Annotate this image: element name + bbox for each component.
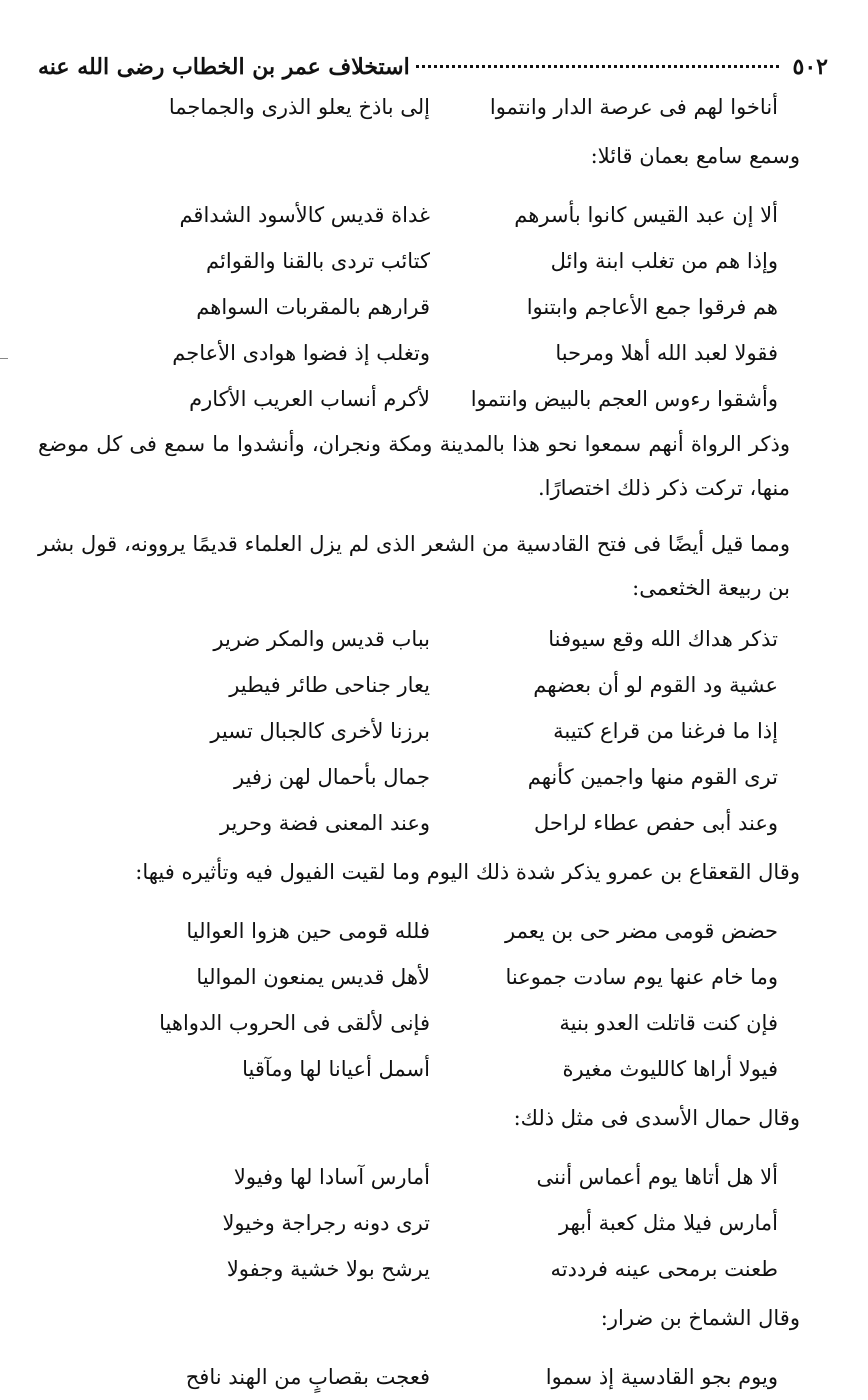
verse-second-hemistich: لأكرم أنساب العريب الأكارم [189,387,430,411]
verse-line [38,1354,830,1400]
verse-second-hemistich: ترى دونه رجراجة وخيولا [222,1211,430,1235]
verse-first-hemistich: عشية ود القوم لو أن بعضهم [533,673,778,697]
verse-second-hemistich: كتائب تردى بالقنا والقوائم [206,249,430,273]
verse-first-hemistich: وأشقوا رءوس العجم بالبيض وانتموا [470,387,778,411]
verse-line [38,616,830,662]
page-header [38,52,830,82]
prose-paragraph: ومما قيل أيضًا فى فتح القادسية من الشعر الذى لم يزل العلماء قديمًا يروونه، قول بشر بن ربيعة الخثعمى: [38,532,790,600]
verse-first-hemistich: ألا إن عبد القيس كانوا بأسرهم [514,203,778,227]
verse-first-hemistich: فيولا أراها كالليوث مغيرة [562,1057,778,1081]
verse-line [38,954,830,1000]
verse-first-hemistich: ويوم بجو القادسية إذ سموا [545,1365,778,1389]
verse-second-hemistich: وعند المعنى فضة وحرير [219,811,430,835]
verse-line [38,1200,830,1246]
verse-second-hemistich: قرارهم بالمقربات السواهم [196,295,430,319]
verse-line [38,330,830,376]
verse-line [38,1000,830,1046]
verse-second-hemistich: برزنا لأخرى كالجبال تسير [210,719,430,743]
verse-first-hemistich: أمارس فيلا مثل كعبة أبهر [558,1211,778,1235]
verse-first-hemistich: تذكر هداك الله وقع سيوفنا [548,627,778,651]
verse-line [38,238,830,284]
verse-first-hemistich: أناخوا لهم فى عرصة الدار وانتموا [489,95,778,119]
verse-second-hemistich: فعجت بقصابٍ من الهند نافح [185,1365,430,1389]
verse-line [38,284,830,330]
verse-first-hemistich: إذا ما فرغنا من قراع كتيبة [553,719,778,743]
verse-first-hemistich: فإن كنت قاتلت العدو بنية [559,1011,778,1035]
verse-line [38,708,830,754]
page-body [38,84,830,1400]
verse-second-hemistich: فإنى لألقى فى الحروب الدواهيا [159,1011,430,1035]
header-leader-dots [416,65,779,68]
verse-line [38,1246,830,1292]
verse-second-hemistich: لأهل قديس يمنعون المواليا [196,965,430,989]
running-title: استخلاف عمر بن الخطاب رضى الله عنه [38,54,410,80]
verse-first-hemistich: ترى القوم منها واجمين كأنهم [527,765,778,789]
verse-first-hemistich: وما خام عنها يوم سادت جموعنا [505,965,778,989]
verse-first-hemistich: وعند أبى حفص عطاء لراحل [534,811,778,835]
verse-second-hemistich: جمال بأحمال لهن زفير [234,765,430,789]
verse-line [38,662,830,708]
verse-line [38,376,830,422]
margin-mark [0,358,8,359]
verse-line [38,908,830,954]
verse-second-hemistich: فلله قومى حين هزوا العواليا [186,919,430,943]
verse-second-hemistich: وتغلب إذ فضوا هوادى الأعاجم [172,341,430,365]
verse-second-hemistich: غداة قديس كالأسود الشداقم [179,203,430,227]
prose-paragraph: وذكر الرواة أنهم سمعوا نحو هذا بالمدينة ومكة ونجران، وأنشدوا ما سمع فى كل موضع منها، تركت ذكر ذلك اختصارًا. [38,432,790,500]
verse-line [38,1046,830,1092]
verse-first-hemistich: فقولا لعبد الله أهلا ومرحبا [555,341,778,365]
verse-line [38,754,830,800]
poem-introduction: وسمع سامع بعمان قائلا: [590,144,800,168]
verse-first-hemistich: حضض قومى مضر حى بن يعمر [505,919,778,943]
verse-line [38,800,830,846]
poem-introduction: وقال القعقاع بن عمرو يذكر شدة ذلك اليوم وما لقيت الفيول فيه وتأثيره فيها: [135,860,800,884]
verse-first-hemistich: هم فرقوا جمع الأعاجم وابتنوا [526,295,778,319]
verse-second-hemistich: أسمل أعيانا لها ومآقيا [242,1057,430,1081]
verse-first-hemistich: وإذا هم من تغلب ابنة وائل [550,249,778,273]
verse-second-hemistich: يرشح بولا خشية وجفولا [226,1257,430,1281]
poem-introduction: وقال الشماخ بن ضرار: [600,1306,800,1330]
verse-line [38,192,830,238]
poem-introduction: وقال حمال الأسدى فى مثل ذلك: [513,1106,800,1130]
verse-second-hemistich: يعار جناحى طائر فيطير [229,673,430,697]
verse-second-hemistich: بباب قديس والمكر ضرير [213,627,430,651]
page-number: ٥٠٢ [792,54,828,80]
verse-line [38,84,830,130]
verse-first-hemistich: طعنت برمحى عينه فرددته [550,1257,778,1281]
verse-first-hemistich: ألا هل أتاها يوم أعماس أننى [536,1165,778,1189]
verse-line [38,1154,830,1200]
verse-second-hemistich: إلى باذخ يعلو الذرى والجماجما [168,95,430,119]
verse-second-hemistich: أمارس آسادا لها وفيولا [233,1165,430,1189]
